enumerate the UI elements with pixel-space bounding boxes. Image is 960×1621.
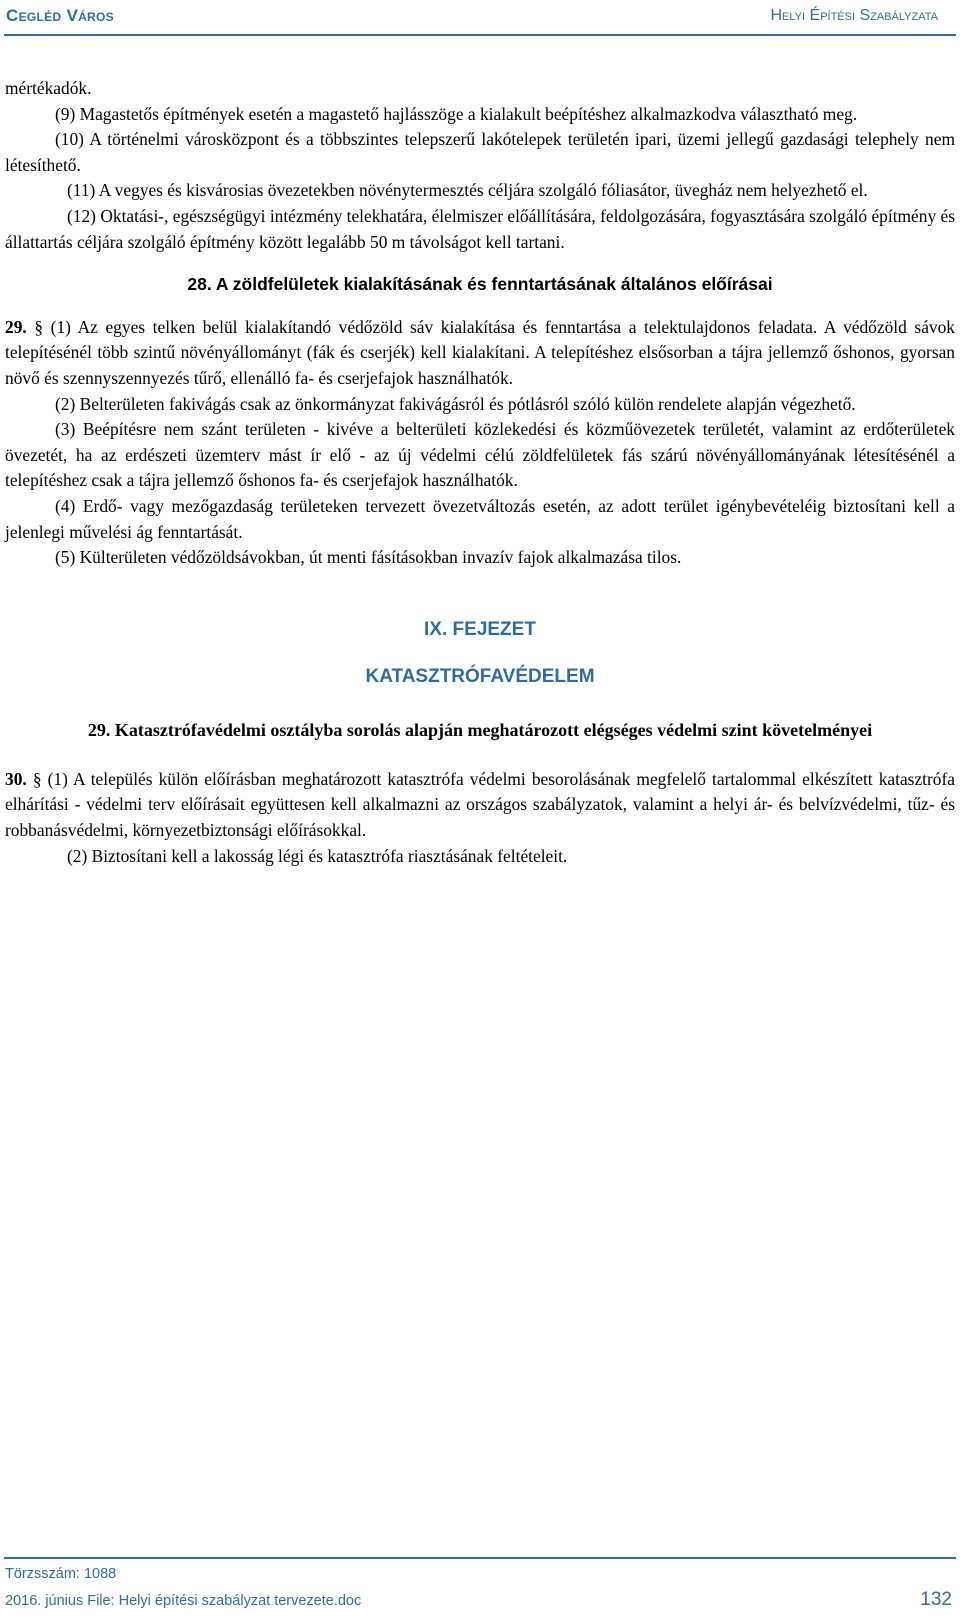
s29-number: 29. (5, 316, 27, 337)
s30-paragraph-1 (5, 767, 955, 844)
s29-paragraph-1 (5, 315, 955, 392)
s29-section-sign: § (34, 316, 44, 337)
paragraph-12: (12) Oktatási-, egészségügyi intézmény telekhatára, élelmiszer előállítására, feldolgozására, fogyasztására szolgáló építmény és állattartás céljára szolgáló építmény között legalább 50 m távolságot kell tartani. (5, 205, 955, 252)
page-footer (4, 1557, 956, 1619)
page-header (4, 0, 956, 36)
s29-paragraph-2: (2) Belterületen fakivágás csak az önkormányzat fakivágásról és pótlásról szóló külön rendelete alapján végezhető. (55, 393, 856, 414)
paragraph-continued: mértékadók. (5, 78, 92, 98)
s29-p1-text: (1) Az egyes telken belül kialakítandó védőzöld sáv kialakítása és fenntartása a telektulajdonos feladata. A védőzöld sávok telepítésénél több szintű növényállományt (fák és cserjék) kell kialakítani. A telepítéshez elsősorban a tájra jellemző őshonos, gyorsan növő és szennyszennyezés tűrő, ellenálló fa- és cserjefajok használhatók. (5, 316, 955, 388)
s29-paragraph-4: (4) Erdő- vagy mezőgazdaság területeken tervezett övezetváltozás esetén, az adott terület igénybevételéig biztosítani kell a jelenlegi művelési ág fenntartását. (5, 495, 955, 542)
section-28-title: 28. A zöldfelületek kialakításának és fenntartásának általános előírásai (187, 274, 773, 295)
footer-reg-number: Törzsszám: 1088 (5, 1566, 117, 1582)
document-body (5, 76, 955, 869)
page-number: 132 (920, 1589, 952, 1610)
s29-paragraph-5: (5) Külterületen védőzöldsávokban, út menti fásításokban invazív fajok alkalmazása tilos. (55, 547, 682, 568)
section-29-title: 29. Katasztrófavédelmi osztályba sorolás alapján meghatározott elégséges védelmi szint követelményei (87, 719, 873, 740)
s29-paragraph-3: (3) Beépítésre nem szánt területen - kivéve a belterületi közlekedési és közműövezetek területét, valamint az erdőterületek övezetét, ha az erdészeti üzemterv mást ír elő - az új védelmi célú zöldfelületek fás szárú növényállományának létesítésénél a telepítéshez csak a tájra jellemző őshonos fa- és cserjefajok használhatók. (5, 419, 955, 491)
paragraph-11: (11) A vegyes és kisvárosias övezetekben növénytermesztés céljára szolgáló fóliasátor, üvegház nem helyezhető el. (67, 180, 868, 201)
header-city: Cegléd Város (6, 6, 114, 25)
header-doc-title: Helyi Építési Szabályzata (770, 7, 938, 24)
paragraph-10: (10) A történelmi városközpont és a többszintes telepszerű lakótelepek területén ipari, üzemi jellegű gazdasági telephely nem létesíthető. (5, 129, 955, 175)
footer-file-info: 2016. június File: Helyi építési szabályzat tervezete.doc (5, 1593, 362, 1609)
s30-number: 30. (5, 768, 27, 789)
s30-paragraph-2: (2) Biztosítani kell a lakosság légi és katasztrófa riasztásának feltételeit. (67, 845, 568, 866)
s30-p1-text: (1) A település külön előírásban meghatározott katasztrófa védelmi besorolásának megfelelő tartalommal elkészített katasztrófa elhárítási - védelmi terv előírásait együttesen kell alkalmazni az országos szabályzatok, valamint a helyi ár- és belvízvédelmi, tűz- és robbanásvédelmi, környezetbiztonsági előírásokkal. (5, 768, 955, 841)
chapter-title: KATASZTRÓFAVÉDELEM (365, 666, 595, 688)
chapter-number: IX. FEJEZET (424, 618, 536, 640)
paragraph-9: (9) Magastetős építmények esetén a magastető hajlásszöge a kialakult beépítéshez alkalmazkodva választható meg. (55, 103, 858, 124)
s30-section-sign: § (32, 768, 42, 789)
